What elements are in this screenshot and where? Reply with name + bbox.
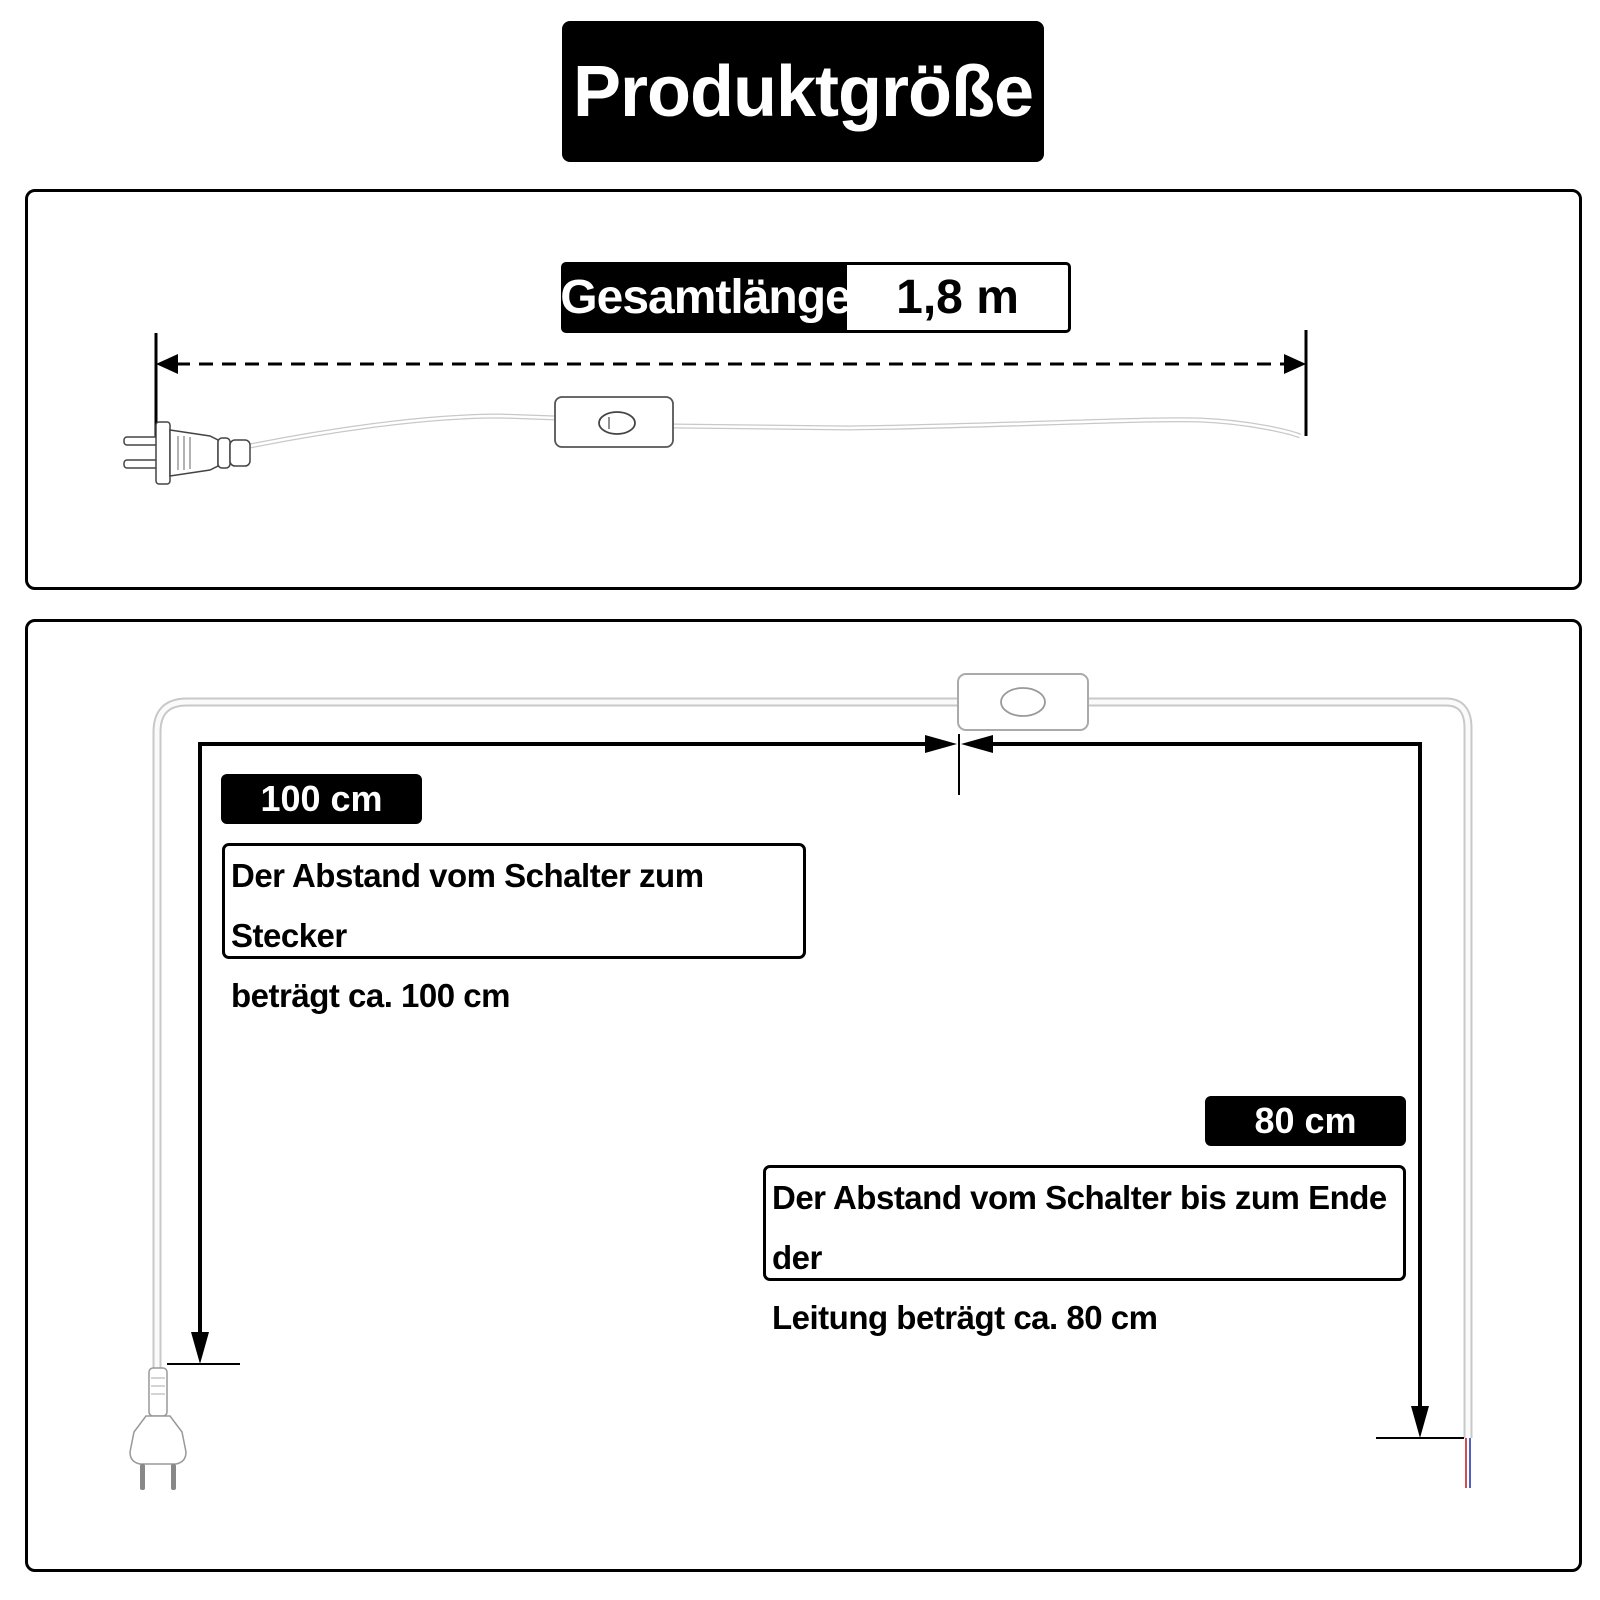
arrowhead-down-icon bbox=[1411, 1406, 1429, 1438]
page-title: Produktgröße bbox=[562, 21, 1044, 162]
arrowhead-left-icon bbox=[961, 735, 993, 753]
end-distance-tag: 80 cm bbox=[1205, 1096, 1406, 1146]
plug-icon bbox=[124, 422, 250, 484]
plug-icon bbox=[130, 1368, 186, 1490]
arrowhead-right-icon bbox=[1284, 354, 1306, 374]
end-distance-line1: Der Abstand vom Schalter bis zum Ende der bbox=[772, 1179, 1387, 1276]
plug-distance-line2: beträgt ca. 100 cm bbox=[231, 977, 510, 1014]
plug-distance-line1: Der Abstand vom Schalter zum Stecker bbox=[231, 857, 704, 954]
top-cable bbox=[250, 416, 1300, 446]
total-length-label bbox=[561, 262, 1071, 333]
total-length-value: 1,8 m bbox=[896, 271, 1019, 324]
switch-icon bbox=[555, 397, 673, 447]
arrowhead-right-icon bbox=[925, 735, 957, 753]
plug-distance-tag: 100 cm bbox=[221, 774, 422, 824]
switch-icon bbox=[958, 674, 1088, 730]
end-distance-description bbox=[763, 1165, 1406, 1336]
plug-distance-description bbox=[222, 843, 806, 1014]
arrowhead-down-icon bbox=[191, 1332, 209, 1364]
total-length-name: Gesamtlänge bbox=[564, 265, 847, 330]
arrowhead-left-icon bbox=[156, 354, 178, 374]
end-distance-line2: Leitung beträgt ca. 80 cm bbox=[772, 1299, 1158, 1336]
